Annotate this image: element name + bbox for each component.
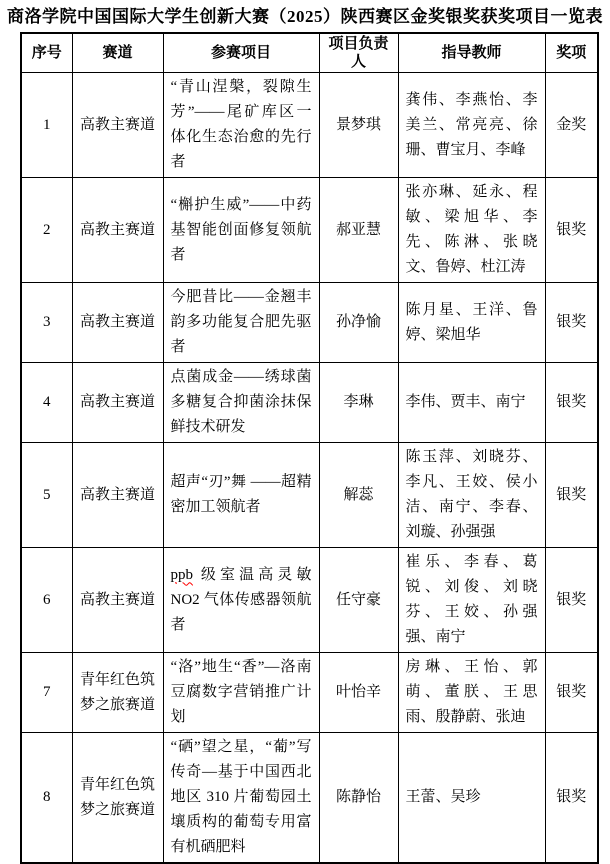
cell-award: 银奖: [545, 283, 598, 363]
cell-project: “青山涅槃，裂隙生芳”——尾矿库区一体化生态治愈的先行者: [163, 73, 319, 178]
cell-track: 青年红色筑梦之旅赛道: [72, 733, 163, 864]
cell-project: ppb 级室温高灵敏 NO2 气体传感器领航者: [163, 548, 319, 653]
cell-no: 2: [21, 178, 72, 283]
cell-no: 3: [21, 283, 72, 363]
column-header-project: 参赛项目: [163, 33, 319, 73]
cell-advisors: 王蕾、吴珍: [398, 733, 545, 864]
cell-leader: 任守豪: [319, 548, 398, 653]
cell-no: 7: [21, 653, 72, 733]
cell-no: 1: [21, 73, 72, 178]
cell-track: 高教主赛道: [72, 363, 163, 443]
cell-track: 高教主赛道: [72, 548, 163, 653]
cell-no: 8: [21, 733, 72, 864]
cell-project: 超声“刃”舞 ——超精密加工领航者: [163, 443, 319, 548]
table-row: [21, 283, 598, 363]
cell-advisors: 张亦琳、延永、程敏、梁旭华、李先、陈淋、张晓文、鲁婷、杜江涛: [398, 178, 545, 283]
cell-no: 6: [21, 548, 72, 653]
cell-track: 高教主赛道: [72, 283, 163, 363]
column-header-no: 序号: [21, 33, 72, 73]
cell-project: “硒”望之星，“葡”写传奇—基于中国西北地区 310 片葡萄园土壤质构的葡萄专用富有机硒肥料: [163, 733, 319, 864]
cell-award: 银奖: [545, 548, 598, 653]
cell-award: 金奖: [545, 73, 598, 178]
cell-project: 今肥昔比——金翘丰韵多功能复合肥先驱者: [163, 283, 319, 363]
cell-track: 高教主赛道: [72, 178, 163, 283]
table-row: [21, 443, 598, 548]
column-header-award: 奖项: [545, 33, 598, 73]
cell-advisors: 陈月星、王洋、鲁婷、梁旭华: [398, 283, 545, 363]
cell-award: 银奖: [545, 733, 598, 864]
column-header-leader: 项目负责人: [319, 33, 398, 73]
awards-table: [20, 32, 599, 864]
table-row: [21, 733, 598, 864]
cell-project: “洛”地生“香”—洛南豆腐数字营销推广计划: [163, 653, 319, 733]
page-title: 商洛学院中国国际大学生创新大赛（2025）陕西赛区金奖银奖获奖项目一览表: [7, 7, 603, 26]
cell-leader: 陈静怡: [319, 733, 398, 864]
cell-leader: 解蕊: [319, 443, 398, 548]
cell-award: 银奖: [545, 178, 598, 283]
table-row: [21, 653, 598, 733]
table-body: [21, 73, 598, 864]
cell-no: 4: [21, 363, 72, 443]
cell-project: 点菌成金——绣球菌多糖复合抑菌涂抹保鲜技术研发: [163, 363, 319, 443]
spellcheck-underlined-text: ppb: [170, 566, 193, 583]
column-header-advisors: 指导教师: [398, 33, 545, 73]
cell-award: 银奖: [545, 443, 598, 548]
table-row: [21, 363, 598, 443]
cell-leader: 李琳: [319, 363, 398, 443]
cell-track: 青年红色筑梦之旅赛道: [72, 653, 163, 733]
cell-advisors: 龚伟、李燕怡、李美兰、常亮亮、徐珊、曹宝月、李峰: [398, 73, 545, 178]
table-row: [21, 73, 598, 178]
cell-award: 银奖: [545, 653, 598, 733]
cell-advisors: 李伟、贾丰、南宁: [398, 363, 545, 443]
header-row: [21, 33, 598, 73]
cell-award: 银奖: [545, 363, 598, 443]
cell-no: 5: [21, 443, 72, 548]
cell-track: 高教主赛道: [72, 73, 163, 178]
table-row: [21, 548, 598, 653]
cell-advisors: 陈玉萍、刘晓芬、李凡、王姣、侯小洁、南宁、李春、刘璇、孙强强: [398, 443, 545, 548]
cell-leader: 郝亚慧: [319, 178, 398, 283]
column-header-track: 赛道: [72, 33, 163, 73]
cell-track: 高教主赛道: [72, 443, 163, 548]
cell-leader: 叶怡辛: [319, 653, 398, 733]
cell-project: “槲护生威”——中药基智能创面修复领航者: [163, 178, 319, 283]
cell-advisors: 崔乐、李春、葛锐、刘俊、刘晓芬、王姣、孙强强、南宁: [398, 548, 545, 653]
cell-leader: 孙净愉: [319, 283, 398, 363]
table-row: [21, 178, 598, 283]
cell-leader: 景梦琪: [319, 73, 398, 178]
cell-advisors: 房琳、王怡、郭萌、董朕、王思雨、殷静蔚、张迪: [398, 653, 545, 733]
